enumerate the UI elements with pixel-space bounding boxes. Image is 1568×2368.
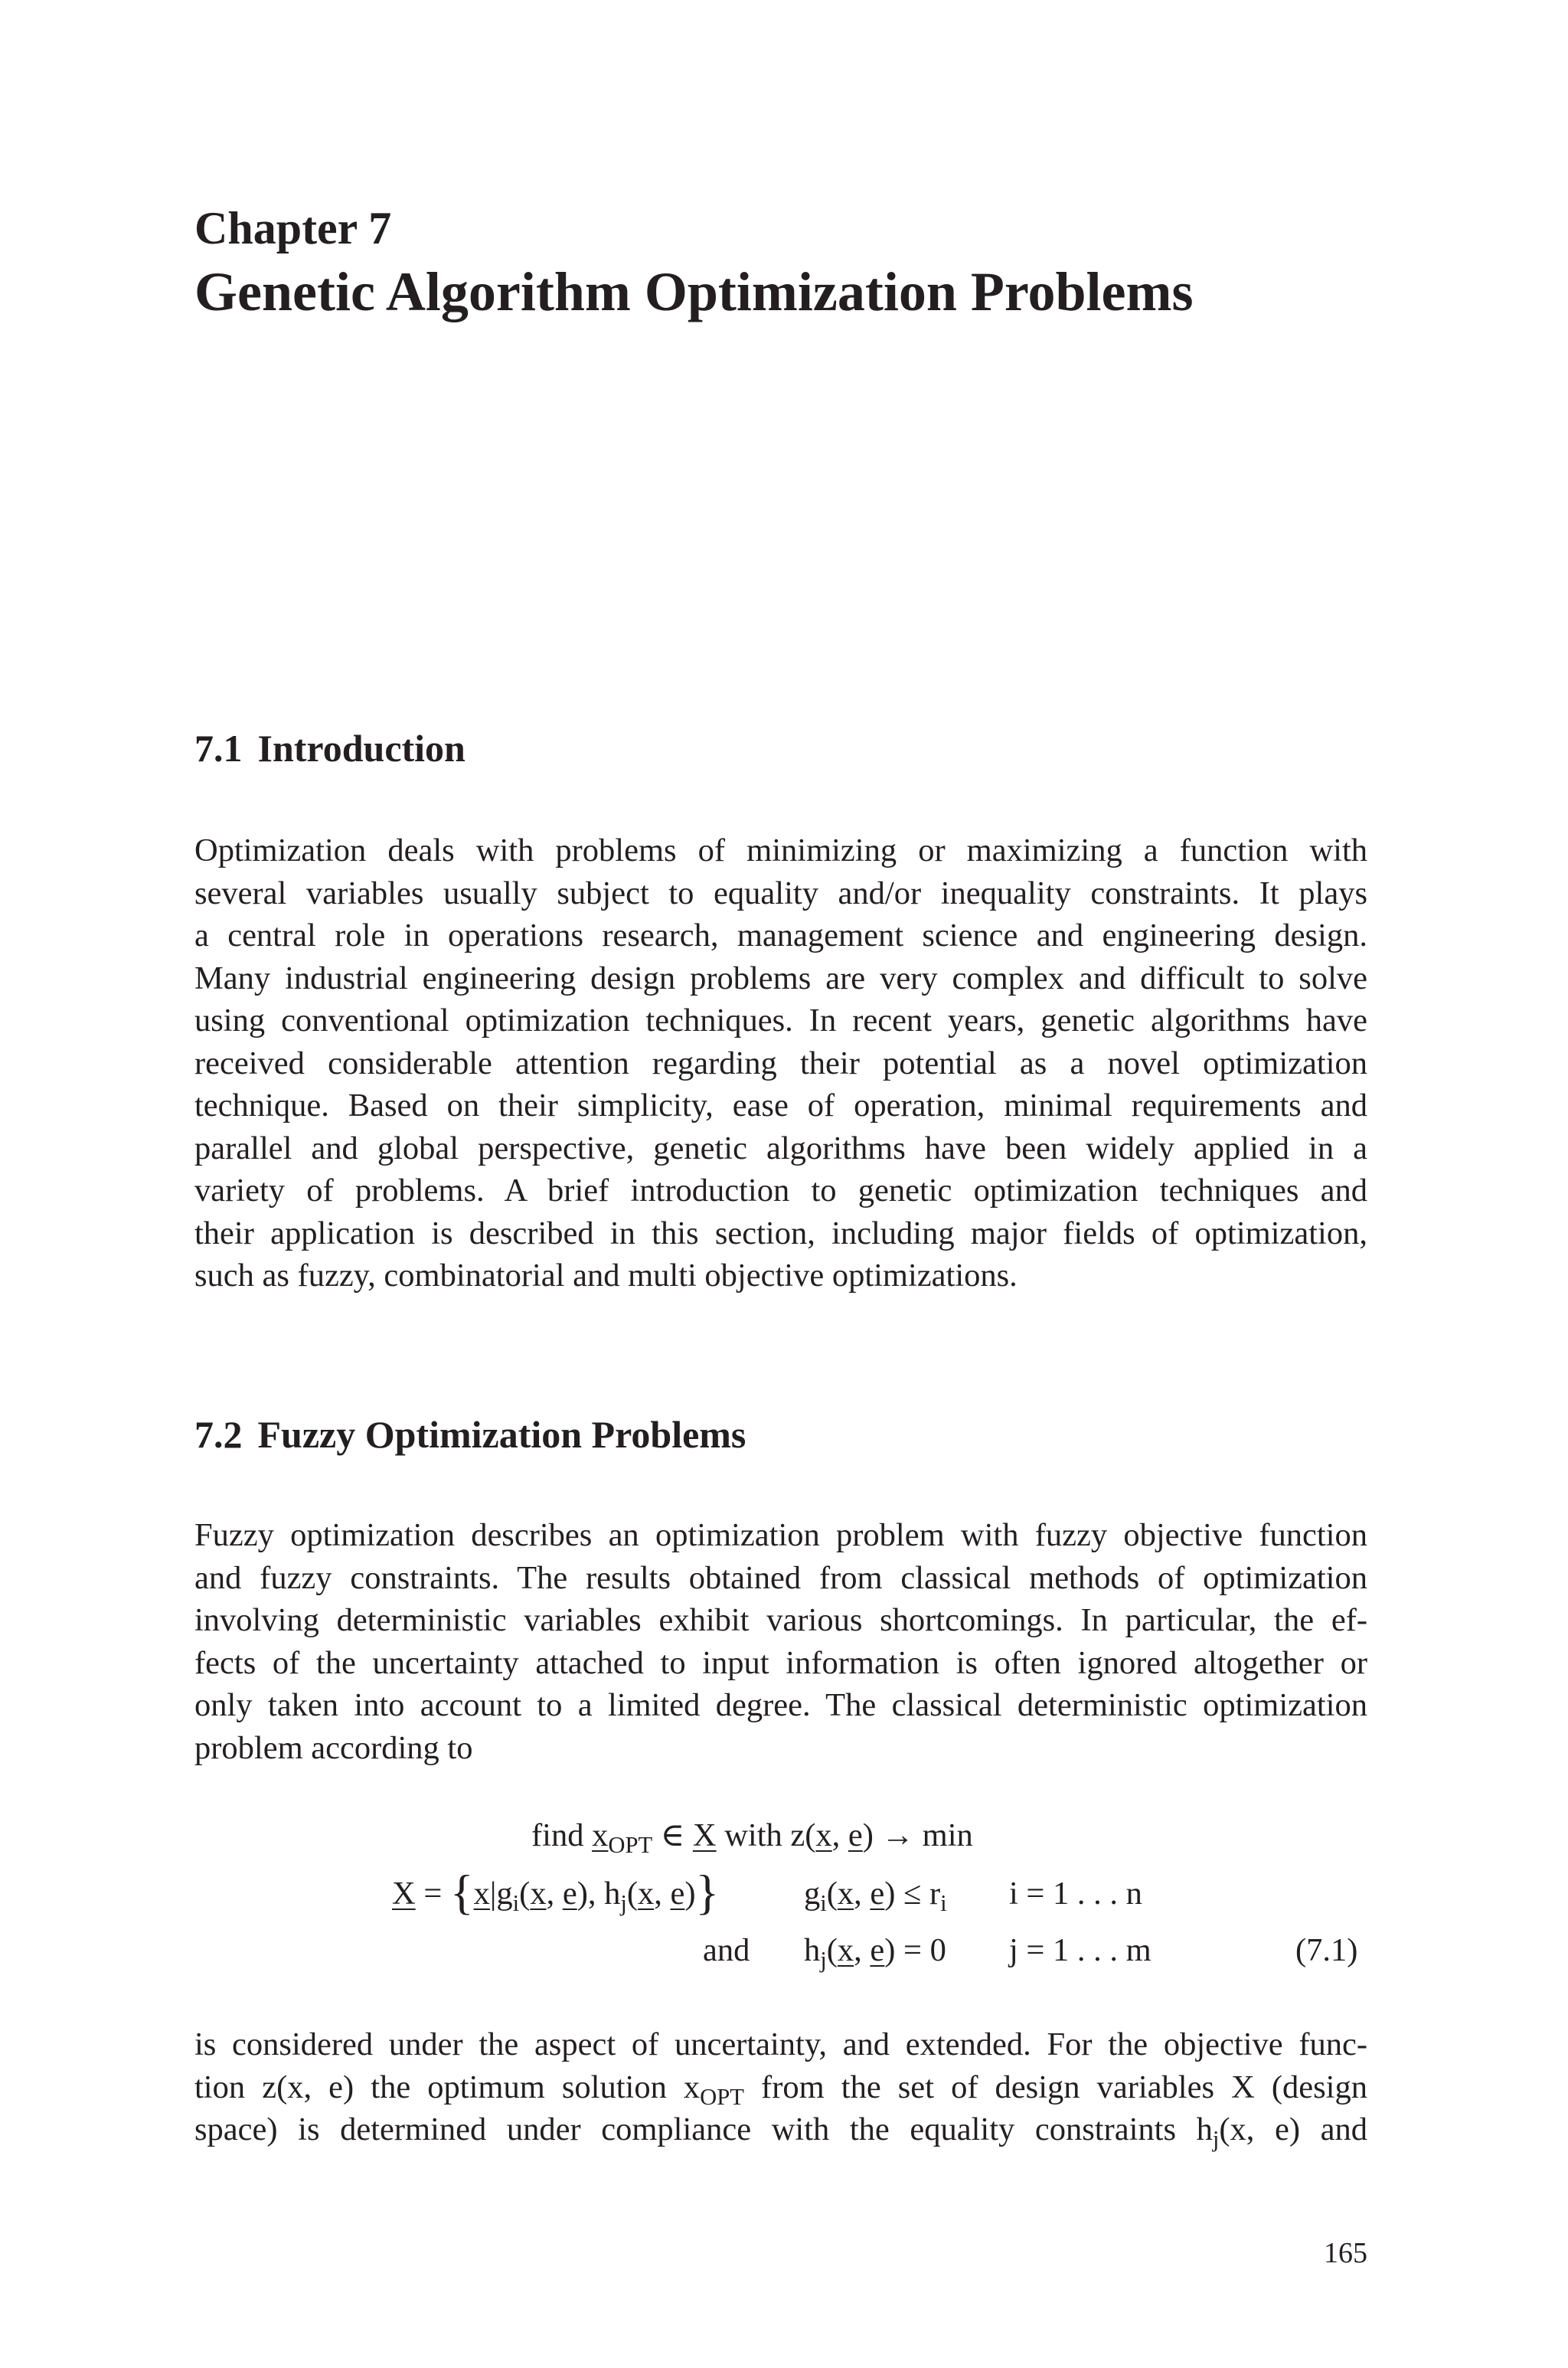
text-line: problem according to xyxy=(194,1729,473,1766)
text-line: space) is determined under compliance with the equality constraints $h_j(x$, e) and xyxy=(194,2111,1367,2153)
fuzzy-paragraph xyxy=(194,1514,1367,1769)
text-line: parallel and global perspective, genetic algorithms have been widely applied in a xyxy=(194,1130,1367,1166)
section-number: 7.2 xyxy=(194,1413,243,1456)
section-title: Fuzzy Optimization Problems xyxy=(257,1413,746,1456)
text-line: fects of the uncertainty attached to input information is often ignored altogether or xyxy=(194,1644,1367,1681)
page-number: 165 xyxy=(1324,2237,1367,2269)
introduction-paragraph xyxy=(194,829,1367,1297)
text-line: and fuzzy constraints. The results obtained from classical methods of optimization xyxy=(194,1559,1367,1596)
equation-and: and xyxy=(703,1932,750,1968)
text-line: involving deterministic variables exhibit various shortcomings. In particular, the ef- xyxy=(194,1602,1367,1638)
continuation-paragraph xyxy=(194,2023,1367,2151)
section-heading-introduction xyxy=(194,727,466,770)
equation-line-1: find $x_{OPT}$ ∈ X with z(x, e) → min xyxy=(531,1817,973,1859)
section-heading-fuzzy-optimization xyxy=(194,1415,746,1454)
text-line: a central role in operations research, management science and engineering design. xyxy=(194,917,1367,953)
equation-number: (7.1) xyxy=(1295,1932,1358,1968)
text-line: such as fuzzy, combinatorial and multi objective optimizations. xyxy=(194,1258,1018,1294)
text-line: only taken into account to a limited degree. The classical deterministic optimization xyxy=(194,1687,1367,1723)
text-line: technique. Based on their simplicity, ease of operation, minimal requirements and xyxy=(194,1088,1367,1123)
section-number: 7.1 xyxy=(194,727,243,770)
text-line: received considerable attention regarding their potential as a novel optimization xyxy=(194,1045,1367,1081)
section-title: Introduction xyxy=(257,727,466,770)
equation-line-3-range: j = 1 . . . m xyxy=(1009,1932,1152,1968)
text-line: Optimization deals with problems of minimizing or maximizing a function with xyxy=(194,832,1367,868)
text-line: tion z(x, e) the optimum solution $x_{OPT}$ from the set of design variables X (design xyxy=(194,2069,1367,2110)
text-line: using conventional optimization techniques. In recent years, genetic algorithms have xyxy=(194,1002,1367,1038)
text-line: Fuzzy optimization describes an optimization problem with fuzzy objective function xyxy=(194,1517,1367,1553)
text-line: their application is described in this section, including major fields of optimization, xyxy=(194,1215,1367,1251)
equation-line-2-constraint: $g_i(x$, $e) \le r_i$ xyxy=(804,1876,947,1917)
chapter-label: Chapter 7 xyxy=(194,203,392,253)
chapter-title: Genetic Algorithm Optimization Problems xyxy=(194,261,1194,322)
text-line: several variables usually subject to equality and/or inequality constraints. It plays xyxy=(194,875,1367,911)
text-line: Many industrial engineering design problems are very complex and difficult to solve xyxy=(194,960,1367,996)
text-line: is considered under the aspect of uncertainty, and extended. For the objective func- xyxy=(194,2026,1367,2062)
text-line: variety of problems. A brief introduction to genetic optimization techniques and xyxy=(194,1173,1367,1209)
equation-line-2-left: $X = \{x|g_i(x$, e), $h_j(x$, e)} xyxy=(392,1865,720,1919)
equation-line-2-range: i = 1 . . . n xyxy=(1009,1876,1142,1912)
equation-line-3-constraint: $h_j(x$, e) = 0 xyxy=(804,1932,946,1974)
